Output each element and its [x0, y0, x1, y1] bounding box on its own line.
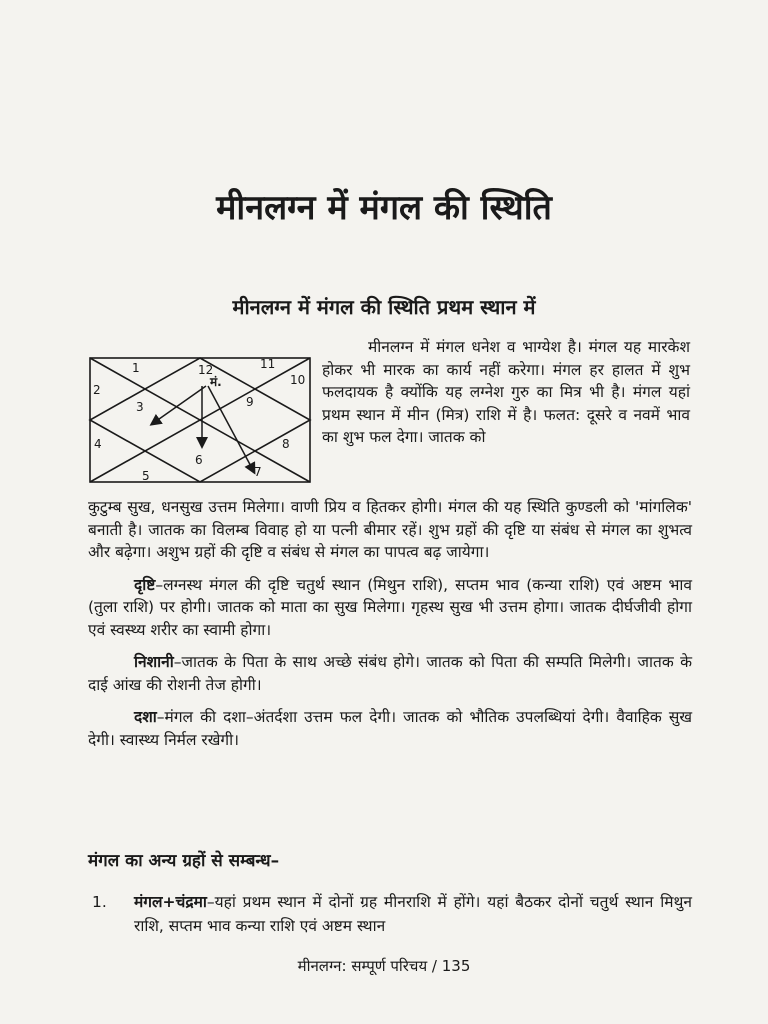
- dasha-text: –मंगल की दशा–अंतर्दशा उत्तम फल देगी। जातक को भौतिक उपलब्धियां देगी। वैवाहिक सुख देगी। स्वास्थ्य निर्मल रखेगी।: [88, 708, 692, 749]
- nishani-label: निशानी: [134, 653, 174, 671]
- nishani-paragraph: [88, 651, 692, 696]
- house-number-8: 8: [282, 437, 290, 451]
- page-footer: मीनलग्न: सम्पूर्ण परिचय / 135: [297, 957, 471, 975]
- nishani-text: –जातक के पिता के साथ अच्छे संबंध होगे। जातक को पिता की सम्पति मिलेगी। जातक के दाई आंख की रोशनी तेज होगी।: [88, 653, 692, 694]
- intro-text: [322, 336, 690, 449]
- relation-heading: मंगल का अन्य ग्रहों से सम्बन्ध–: [88, 851, 280, 871]
- house-number-3: 3: [136, 400, 144, 414]
- intro-paragraph: मीनलग्न में मंगल धनेश व भाग्येश है। मंगल यह मारकेश होकर भी मारक का कार्य नहीं करेगा। मंगल हर हालत में शुभ फलदायक है क्योंकि यह लग्नेश गुरु का मित्र भी है। मंगल यहां प्रथम स्थान में मीन (मित्र) राशि में है। फलत: दूसरे व नवमें भाव का शुभ फल देगा। जातक को: [322, 338, 690, 446]
- house-number-10: 10: [290, 373, 306, 387]
- continuation-paragraph: कुटुम्ब सुख, धनसुख उत्तम मिलेगा। वाणी प्रिय व हितकर होगी। मंगल की यह स्थिति कुण्डली को 'मांगलिक' बनाती है। जातक का विलम्ब विवाह हो या पत्नी बीमार रहें। शुभ ग्रहों की दृष्टि या संबंध से मंगल का शुभत्व और बढ़ेगा। अशुभ ग्रहों की दृष्टि व संबंध से मंगल का पापत्व बढ़ जायेगा।: [88, 498, 692, 561]
- dasha-label: दशा: [134, 708, 157, 726]
- house-number-2: 2: [93, 383, 101, 397]
- list-item: [88, 890, 692, 938]
- horoscope-chart-diagram: [88, 356, 312, 484]
- drishti-text: –लग्नस्थ मंगल की दृष्टि चतुर्थ स्थान (मिथुन राशि), सप्तम भाव (कन्या राशि) एवं अष्टम भाव (तुला राशि) पर होगी। जातक को माता का सुख मिलेगा। गृहस्थ सुख भी उत्तम होगा। जातक दीर्घजीवी होगा एवं स्वस्थ्य शरीर का स्वामी होगा।: [88, 575, 692, 639]
- house-number-5: 5: [142, 469, 150, 483]
- house-number-9: 9: [246, 395, 254, 409]
- list-item-number: 1.: [92, 893, 107, 911]
- house-number-4: 4: [94, 437, 102, 451]
- list-item-text: –यहां प्रथम स्थान में दोनों ग्रह मीनराशि में होंगे। यहां बैठकर दोनों चतुर्थ स्थान मिथुन राशि, सप्तम भाव कन्या राशि एवं अष्टम स्थान: [134, 893, 692, 935]
- section-title: मीनलग्न में मंगल की स्थिति प्रथम स्थान में: [232, 295, 536, 319]
- drishti-paragraph: [88, 574, 692, 642]
- drishti-label: दृष्टि: [134, 575, 156, 594]
- horoscope-chart: [88, 356, 312, 484]
- dasha-paragraph: [88, 706, 692, 751]
- body-text: [88, 496, 692, 761]
- house-number-6: 6: [195, 453, 203, 467]
- planet-label: मं.: [210, 375, 222, 389]
- list-item-label: मंगल+चंद्रमा: [134, 893, 207, 911]
- page-title: मीनलग्न में मंगल की स्थिति: [216, 188, 552, 228]
- house-number-7: 7: [254, 465, 262, 479]
- house-number-1: 1: [132, 361, 140, 375]
- list-item-body: [134, 890, 692, 938]
- house-number-12: 12: [198, 363, 214, 377]
- house-number-11: 11: [260, 357, 276, 371]
